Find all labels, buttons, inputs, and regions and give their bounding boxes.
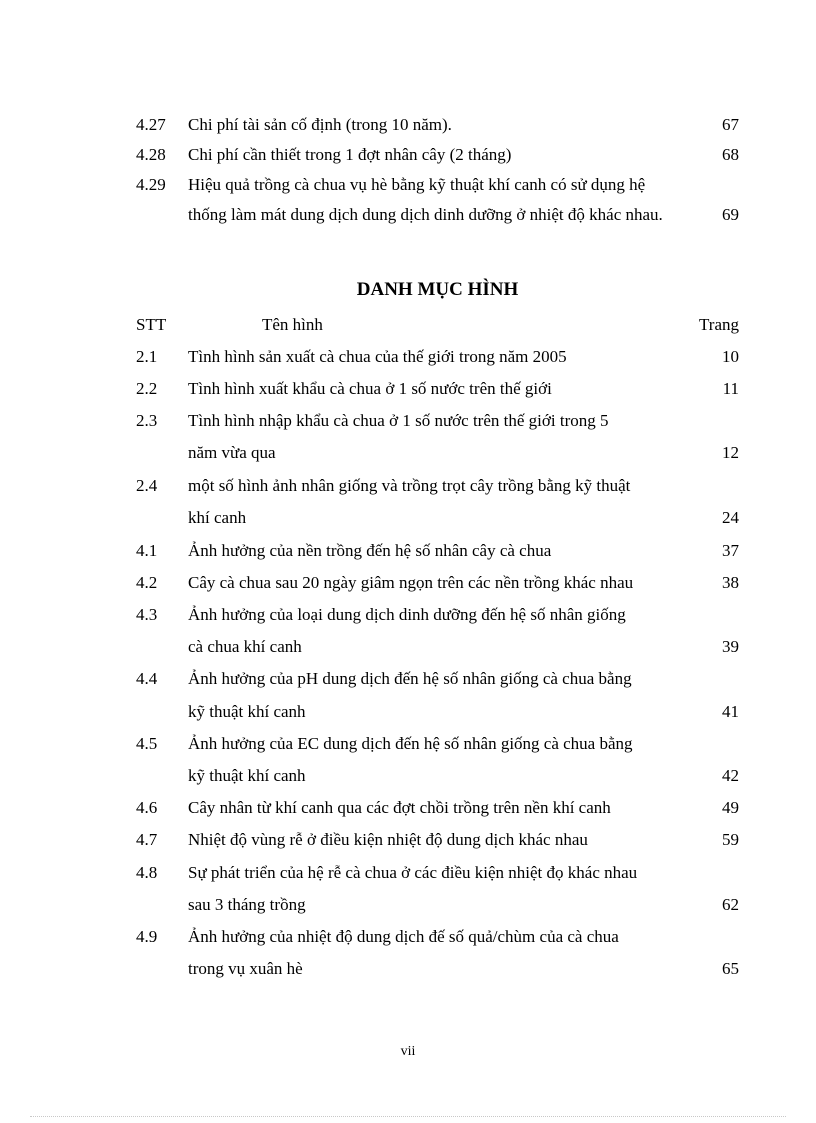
figure-entry	[136, 341, 739, 373]
figure-entry-continued	[136, 502, 739, 534]
entry-number: 4.27	[136, 115, 166, 134]
figure-entry	[136, 373, 739, 405]
entry-number: 4.29	[136, 175, 166, 194]
entry-number: 4.2	[136, 573, 158, 592]
table-entry-continued	[136, 199, 739, 231]
entry-title: Cây cà chua sau 20 ngày giâm ngọn trên các nền trồng khác nhau	[188, 573, 634, 592]
table-entry	[136, 109, 739, 141]
entry-title-line2: kỹ thuật khí canh	[188, 766, 306, 785]
figure-entry	[136, 599, 739, 631]
table-entry	[136, 139, 739, 171]
entry-number: 4.5	[136, 734, 158, 753]
entry-page: 65	[722, 959, 739, 978]
entry-title-line2: cà chua khí canh	[188, 637, 302, 656]
figure-entry	[136, 567, 739, 599]
figure-entry-continued	[136, 953, 739, 985]
entry-page: 69	[722, 205, 739, 224]
entry-title: Chi phí tài sản cố định (trong 10 năm).	[188, 115, 452, 134]
figure-entry	[136, 535, 739, 567]
entry-title: Hiệu quả trồng cà chua vụ hè bằng kỹ thuật khí canh có sử dụng hệ	[188, 175, 646, 194]
figure-entry-continued	[136, 889, 739, 921]
page-number: vii	[400, 1044, 416, 1059]
entry-number: 4.4	[136, 669, 158, 688]
entry-title: Tình hình xuất khẩu cà chua ở 1 số nước trên thế giới	[188, 379, 552, 398]
entry-number: 2.4	[136, 476, 158, 495]
entry-page: 38	[722, 573, 739, 592]
entry-title-line2: trong vụ xuân hè	[188, 959, 303, 978]
figure-entry	[136, 921, 739, 953]
entry-page: 42	[722, 766, 739, 785]
entry-number: 2.2	[136, 379, 158, 398]
entry-title-line2: sau 3 tháng trồng	[188, 895, 306, 914]
figure-entry	[136, 857, 739, 889]
entry-page: 12	[722, 443, 739, 462]
figure-entry	[136, 405, 739, 437]
entry-page: 24	[722, 508, 739, 527]
entry-number: 4.9	[136, 927, 158, 946]
entry-title: Cây nhân từ khí canh qua các đợt chồi trồng trên nền khí canh	[188, 798, 611, 817]
figure-entry	[136, 663, 739, 695]
entry-title-line2: kỹ thuật khí canh	[188, 702, 306, 721]
entry-title: một số hình ảnh nhân giống và trồng trọt cây trồng bằng kỹ thuật	[188, 476, 631, 495]
entry-title: Tình hình nhập khẩu cà chua ở 1 số nước trên thế giới trong 5	[188, 411, 609, 430]
entry-page: 59	[722, 830, 739, 849]
column-header-name: Tên hình	[262, 315, 323, 334]
column-header-stt: STT	[136, 315, 167, 334]
entry-page: 49	[722, 798, 739, 817]
entry-number: 4.28	[136, 145, 166, 164]
entry-number: 4.7	[136, 830, 158, 849]
entry-title-line2: năm vừa qua	[188, 443, 276, 462]
entry-title: Ảnh hưởng của pH dung dịch đến hệ số nhân giống cà chua bằng	[188, 669, 632, 688]
entry-number: 4.3	[136, 605, 158, 624]
entry-title: Chi phí cần thiết trong 1 đợt nhân cây (2 tháng)	[188, 145, 512, 164]
entry-number: 2.3	[136, 411, 158, 430]
page-bottom-divider	[30, 1116, 786, 1117]
entry-page: 67	[722, 115, 739, 134]
entry-title: Tình hình sản xuất cà chua của thế giới trong năm 2005	[188, 347, 567, 366]
entry-page: 41	[722, 702, 739, 721]
entry-number: 4.6	[136, 798, 158, 817]
entry-title: Nhiệt độ vùng rễ ở điều kiện nhiệt độ dung dịch khác nhau	[188, 830, 588, 849]
entry-title: Ảnh hưởng của nền trồng đến hệ số nhân cây cà chua	[188, 541, 552, 560]
column-header-page: Trang	[699, 315, 739, 334]
figure-entry-continued	[136, 696, 739, 728]
entry-page: 68	[722, 145, 739, 164]
figure-entry	[136, 728, 739, 760]
entry-title: Ảnh hưởng của EC dung dịch đến hệ số nhân giống cà chua bằng	[188, 734, 633, 753]
table-entry	[136, 169, 739, 201]
entry-title: Ảnh hưởng của loại dung dịch dinh dưỡng đến hệ số nhân giống	[188, 605, 626, 624]
entry-page: 39	[722, 637, 739, 656]
section-heading: DANH MỤC HÌNH	[356, 279, 519, 300]
entry-title-line2: khí canh	[188, 508, 247, 527]
entry-title: Ảnh hưởng của nhiệt độ dung dịch đế số quả/chùm của cà chua	[188, 927, 619, 946]
entry-number: 2.1	[136, 347, 158, 366]
entry-page: 10	[722, 347, 739, 366]
figure-entry-continued	[136, 631, 739, 663]
figure-entry-continued	[136, 437, 739, 469]
entry-number: 4.8	[136, 863, 158, 882]
entry-page: 37	[722, 541, 739, 560]
figure-entry	[136, 792, 739, 824]
entry-page: 62	[722, 895, 739, 914]
figure-entry	[136, 470, 739, 502]
entry-page: 11	[722, 379, 739, 398]
entry-title: Sự phát triển của hệ rễ cà chua ở các điều kiện nhiệt đọ khác nhau	[188, 863, 638, 882]
entry-number: 4.1	[136, 541, 158, 560]
entry-title-line2: thống làm mát dung dịch dung dịch dinh dưỡng ở nhiệt độ khác nhau.	[188, 205, 663, 224]
figure-entry	[136, 824, 739, 856]
figure-entry-continued	[136, 760, 739, 792]
